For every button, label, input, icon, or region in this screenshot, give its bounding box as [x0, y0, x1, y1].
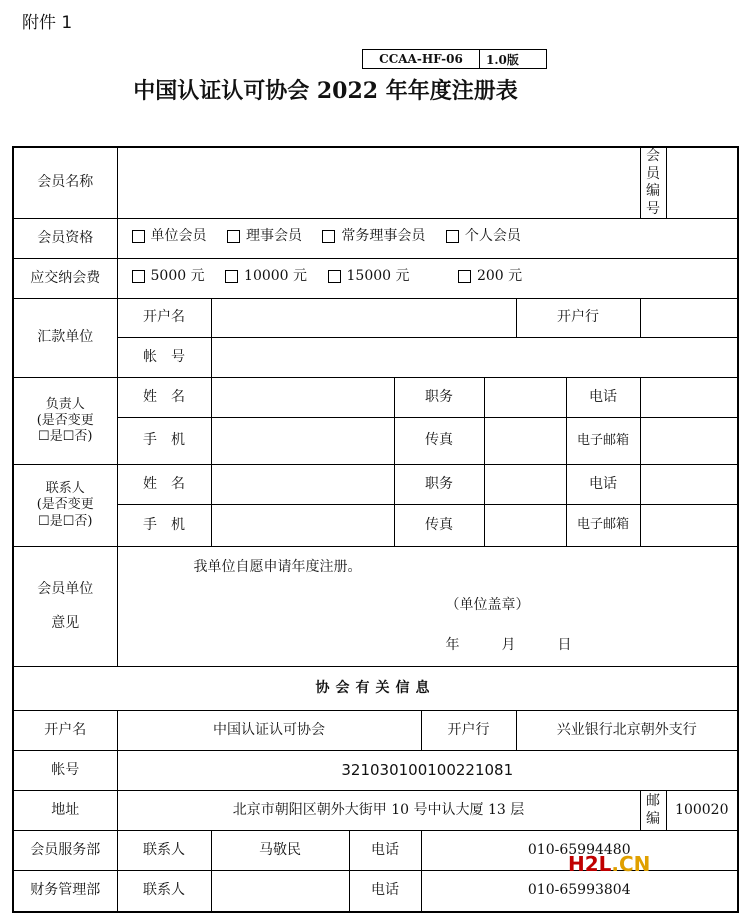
account-no-label: 帐 号	[117, 338, 211, 378]
assoc-account-no-label: 帐号	[13, 751, 117, 791]
contact-change-options[interactable]: ☐是☐否)	[38, 513, 93, 529]
opinion-label-line2: 意见	[51, 614, 80, 631]
opinion-date: 年 月 日	[445, 637, 572, 653]
contact-position-label: 职务	[394, 465, 484, 505]
association-section-title: 协会有关信息	[13, 667, 738, 711]
finance-dept-label: 财务管理部	[13, 871, 117, 912]
service-contact: 马敬民	[211, 831, 349, 871]
leader-phone-label: 电话	[566, 378, 640, 418]
contact-position-field[interactable]	[484, 465, 566, 505]
opinion-seal: （单位盖章）	[445, 597, 530, 613]
account-name-label: 开户名	[117, 299, 211, 338]
leader-name-label: 姓 名	[117, 378, 211, 418]
assoc-bank-label: 开户行	[421, 711, 516, 751]
contact-name-field[interactable]	[211, 465, 394, 505]
form-code: CCAA-HF-06	[363, 50, 480, 68]
contact-change-question: (是否变更	[36, 497, 94, 513]
leader-mobile-field[interactable]	[211, 418, 394, 465]
leader-email-label: 电子邮箱	[566, 418, 640, 465]
bank-field[interactable]	[640, 299, 738, 338]
leader-fax-label: 传真	[394, 418, 484, 465]
form-code-box	[362, 49, 547, 69]
service-contact-label: 联系人	[117, 831, 211, 871]
form-version: 1.0版	[486, 52, 519, 67]
service-phone-label: 电话	[349, 831, 421, 871]
contact-label	[13, 465, 117, 547]
assoc-account-name-label: 开户名	[13, 711, 117, 751]
opinion-label	[13, 547, 117, 667]
member-name-field[interactable]	[117, 147, 640, 219]
contact-name-label: 姓 名	[117, 465, 211, 505]
leader-position-field[interactable]	[484, 378, 566, 418]
leader-email-field[interactable]	[640, 418, 738, 465]
opinion-statement: 我单位自愿申请年度注册。	[193, 559, 362, 575]
contact-email-label: 电子邮箱	[566, 505, 640, 547]
qualification-checkbox-unit[interactable]: 单位会员	[132, 228, 207, 246]
qualification-options	[117, 219, 738, 259]
bank-label: 开户行	[516, 299, 640, 338]
leader-phone-field[interactable]	[640, 378, 738, 418]
fee-checkbox-5000[interactable]: 5000 元	[132, 268, 205, 286]
qualification-checkbox-individual[interactable]: 个人会员	[446, 228, 521, 246]
contact-phone-label: 电话	[566, 465, 640, 505]
contact-mobile-field[interactable]	[211, 505, 394, 547]
contact-mobile-label: 手 机	[117, 505, 211, 547]
leader-fax-field[interactable]	[484, 418, 566, 465]
page-title: 中国认证认可协会 2022 年年度注册表	[133, 78, 518, 104]
finance-phone-label: 电话	[349, 871, 421, 912]
leader-title: 负责人	[45, 396, 85, 412]
attachment-label: 附件 1	[22, 13, 73, 33]
opinion-cell[interactable]	[117, 547, 738, 667]
contact-email-field[interactable]	[640, 505, 738, 547]
leader-change-question: (是否变更	[36, 412, 94, 428]
leader-label	[13, 378, 117, 465]
contact-fax-label: 传真	[394, 505, 484, 547]
member-no-field[interactable]	[666, 147, 738, 219]
h2l-watermark-logo: H2L.CN	[568, 852, 651, 876]
fee-checkbox-200[interactable]: 200 元	[458, 268, 522, 286]
leader-name-field[interactable]	[211, 378, 394, 418]
finance-contact-label: 联系人	[117, 871, 211, 912]
contact-title: 联系人	[45, 481, 85, 497]
account-no-field[interactable]	[211, 338, 738, 378]
finance-contact	[211, 871, 349, 912]
account-name-field[interactable]	[211, 299, 516, 338]
leader-position-label: 职务	[394, 378, 484, 418]
service-dept-label: 会员服务部	[13, 831, 117, 871]
assoc-postcode: 100020	[666, 791, 738, 831]
assoc-account-no: 321030100100221081	[117, 751, 738, 791]
service-phone: 010-65994480	[421, 831, 738, 871]
qualification-checkbox-standing[interactable]: 常务理事会员	[322, 228, 425, 246]
member-no-label: 会员编号	[640, 147, 666, 219]
opinion-label-line1: 会员单位	[37, 581, 94, 597]
contact-fax-field[interactable]	[484, 505, 566, 547]
finance-phone: 010-65993804	[421, 871, 738, 912]
remit-unit-label: 汇款单位	[13, 299, 117, 378]
member-name-label: 会员名称	[13, 147, 117, 219]
leader-mobile-label: 手 机	[117, 418, 211, 465]
fee-checkbox-15000[interactable]: 15000 元	[328, 268, 410, 286]
assoc-address: 北京市朝阳区朝外大街甲 10 号中认大厦 13 层	[117, 791, 640, 831]
qualification-checkbox-council[interactable]: 理事会员	[227, 228, 302, 246]
contact-phone-field[interactable]	[640, 465, 738, 505]
fee-label: 应交纳会费	[13, 259, 117, 299]
fee-checkbox-10000[interactable]: 10000 元	[225, 268, 307, 286]
qualification-label: 会员资格	[13, 219, 117, 259]
assoc-address-label: 地址	[13, 791, 117, 831]
registration-form-table	[12, 146, 739, 913]
assoc-account-name: 中国认证认可协会	[117, 711, 421, 751]
assoc-postcode-label: 邮编	[640, 791, 666, 831]
leader-change-options[interactable]: ☐是☐否)	[38, 429, 93, 445]
fee-options	[117, 259, 738, 299]
assoc-bank: 兴业银行北京朝外支行	[516, 711, 738, 751]
